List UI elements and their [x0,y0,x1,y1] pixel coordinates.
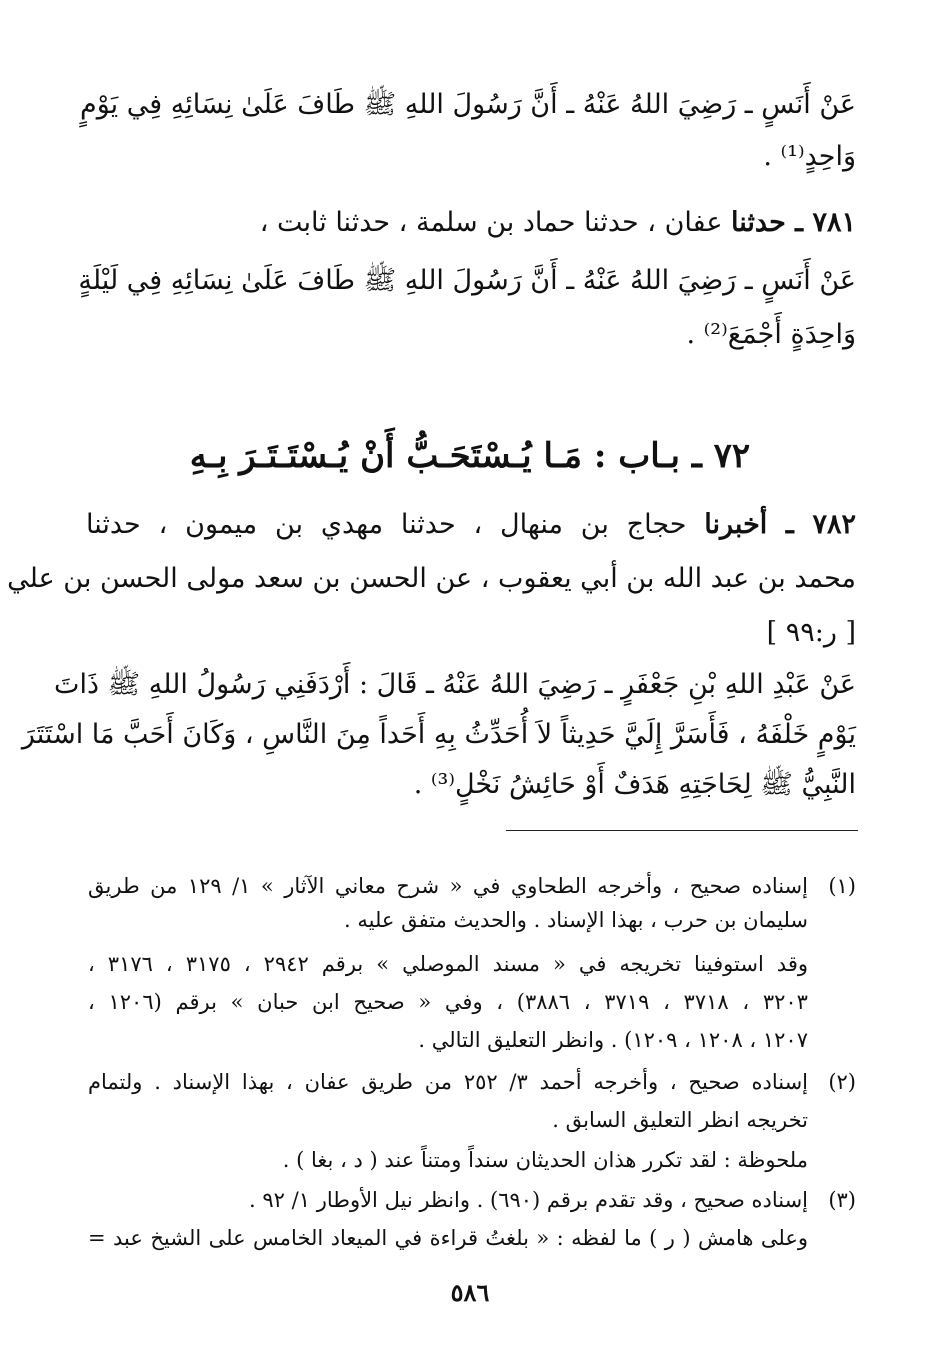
chapter-heading: ٧٢ ـ بـاب : مَـا يُـسْتَحَـبُّ أَنْ يُـسْتَـتَـرَ بِـهِ [189,436,751,476]
footnote-3-number: (٣) [828,1188,856,1212]
footnote-1-line-2: سليمان بن حرب ، بهذا الإسناد . والحديث متفق عليه . [344,908,808,932]
footnote-2-number: (٢) [828,1070,856,1094]
hadith-782-isnad-text: حجاج بن منهال ، حدثنا مهدي بن ميمون ، حدثنا [86,509,705,540]
hadith-781-line-1: عَنْ أَنَسٍ ـ رَضِيَ اللهُ عَنْهُ ـ أَنَّ رَسُولَ اللهِ ﷺ طَافَ عَلَىٰ نِسَائِهِ فِي لَيْلَةٍ [78,265,856,296]
footnote-1-line-1: إسناده صحيح ، وأخرجه الطحاوي في « شرح معاني الآثار » ١/ ١٢٩ من طريق [88,874,808,898]
hadith-780-line-1: عَنْ أَنَسٍ ـ رَضِيَ اللهُ عَنْهُ ـ أَنَّ رَسُولَ اللهِ ﷺ طَافَ عَلَىٰ نِسَائِهِ فِي يَوْمٍ [80,89,856,120]
footnote-separator [506,830,858,831]
footnote-2-line-3: ملحوظة : لقد تكرر هذان الحديثان سنداً ومتناً عند ( د ، بغا ) . [282,1148,808,1172]
hadith-780-line-2: وَاحِدٍ⁽¹⁾ . [763,141,856,172]
hadith-782-line-3: النَّبِيُّ ﷺ لِحَاجَتِهِ هَدَفٌ أَوْ حَائِشُ نَخْلٍ⁽³⁾ . [413,769,856,800]
hadith-782-isnad-line-1 [86,508,856,542]
hadith-782-line-2: يَوْمٍ خَلْفَهُ ، فَأَسَرَّ إِلَيَّ حَدِيثاً لاَ أُحَدِّثُ بِهِ أَحَداً مِنَ النَّاسِ ، وَكَانَ أَحَبَّ مَا اسْتَتَرَ [21,719,856,750]
footnote-1-line-4: ٣٢٠٣ ، ٣٧١٨ ، ٣٧١٩ ، ٣٨٨٦) ، وفي « صحيح ابن حبان » برقم (١٢٠٦ ، [88,990,808,1014]
page-number: ٥٨٦ [450,1278,490,1307]
hadith-781-isnad-text: عفان ، حدثنا حماد بن سلمة ، حدثنا ثابت ، [259,207,732,238]
hadith-782-number: ٧٨٢ ـ أخبرنا [704,509,856,540]
footnote-3-line-1: إسناده صحيح ، وقد تقدم برقم (٦٩٠) . وانظر نيل الأوطار ١/ ٩٢ . [249,1188,808,1212]
footnote-2-line-1: إسناده صحيح ، وأخرجه أحمد ٣/ ٢٥٢ من طريق عفان ، بهذا الإسناد . ولتمام [88,1070,809,1094]
hadith-782-isnad-line-2: محمد بن عبد الله بن أبي يعقوب ، عن الحسن بن سعد مولى الحسن بن علي [7,563,856,594]
footnote-1-line-5: ١٢٠٧ ، ١٢٠٨ ، ١٢٠٩) . وانظر التعليق التالي . [418,1028,808,1052]
footnote-1-number: (١) [828,874,856,898]
footnote-3-line-2: وعلى هامش ( ر ) ما لفظه : « بلغتُ قراءة في الميعاد الخامس على الشيخ عبد = [88,1226,808,1250]
hadith-782-line-1: عَنْ عَبْدِ اللهِ بْنِ جَعْفَرٍ ـ رَضِيَ اللهُ عَنْهُ ـ قَالَ : أَرْدَفَنِي رَسُولُ اللهِ ﷺ ذَاتَ [54,669,856,700]
footnote-2-line-2: تخريجه انظر التعليق السابق . [552,1108,808,1132]
footnote-1-line-3: وقد استوفينا تخريجه في « مسند الموصلي » برقم ٢٩٤٢ ، ٣١٧٥ ، ٣١٧٦ ، [88,952,808,976]
hadith-782-reference: [ ر:٩٩ ] [766,617,856,648]
hadith-781-isnad [260,206,856,240]
hadith-781-number: ٧٨١ ـ حدثنا [731,207,856,238]
hadith-781-line-2: وَاحِدَةٍ أَجْمَعَ⁽²⁾ . [686,319,856,350]
